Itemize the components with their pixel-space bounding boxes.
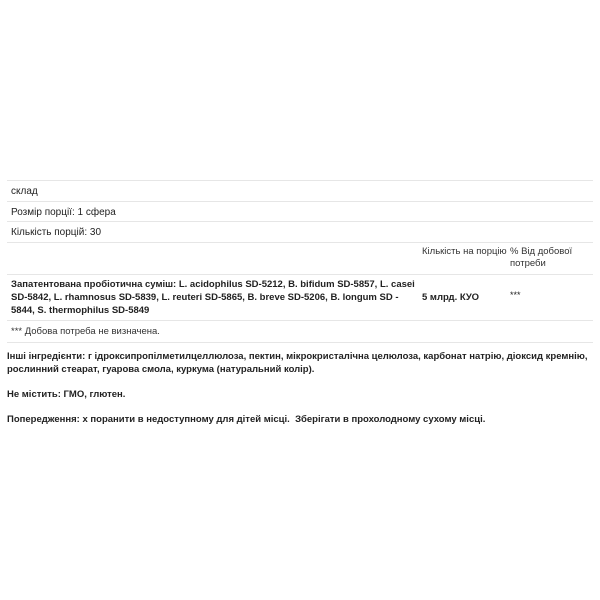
ingredient-name: Запатентована пробіотична суміш: L. acidophilus SD-5212, B. bifidum SD-5857, L. casei SD-5842, L. rhamnosus SD-5839, L. reuteri SD-5865, B. breve SD-5206, B. longum SD - 5844, S. thermophilus SD-5849 — [11, 278, 415, 316]
serving-size: Розмір порції: 1 сфера — [7, 201, 593, 222]
ingredient-daily-value: *** — [510, 289, 521, 300]
servings-count: Кількість порцій: 30 — [7, 221, 593, 242]
header-daily-value: % Від добової потреби — [510, 245, 573, 269]
other-ingredients: Інші інгредієнти: г ідроксипропілметилцеллюлоза, пектин, мікрокристалічна целюлоза, карбонат натрію, діоксид кремнію, рослинний стеарат, гуарова смола, куркума (натуральний колір). — [7, 351, 588, 375]
supplement-facts-table — [7, 180, 593, 343]
header-amount: Кількість на порцію — [422, 245, 507, 257]
table-row — [7, 274, 593, 320]
product-notes — [7, 350, 593, 438]
footnote: *** Добова потреба не визначена. — [7, 320, 593, 342]
free-of-statement: Не містить: ГМО, глютен. — [7, 389, 126, 400]
warning-statement: Попередження: х поранити в недоступному для дітей місці. Зберігати в прохолодному сухому місці. — [7, 414, 486, 425]
table-bottom-divider — [7, 342, 593, 343]
facts-title: склад — [7, 180, 593, 201]
ingredient-amount: 5 млрд. КУО — [422, 291, 479, 303]
table-header-row — [7, 242, 593, 274]
header-name-cell — [7, 246, 422, 274]
